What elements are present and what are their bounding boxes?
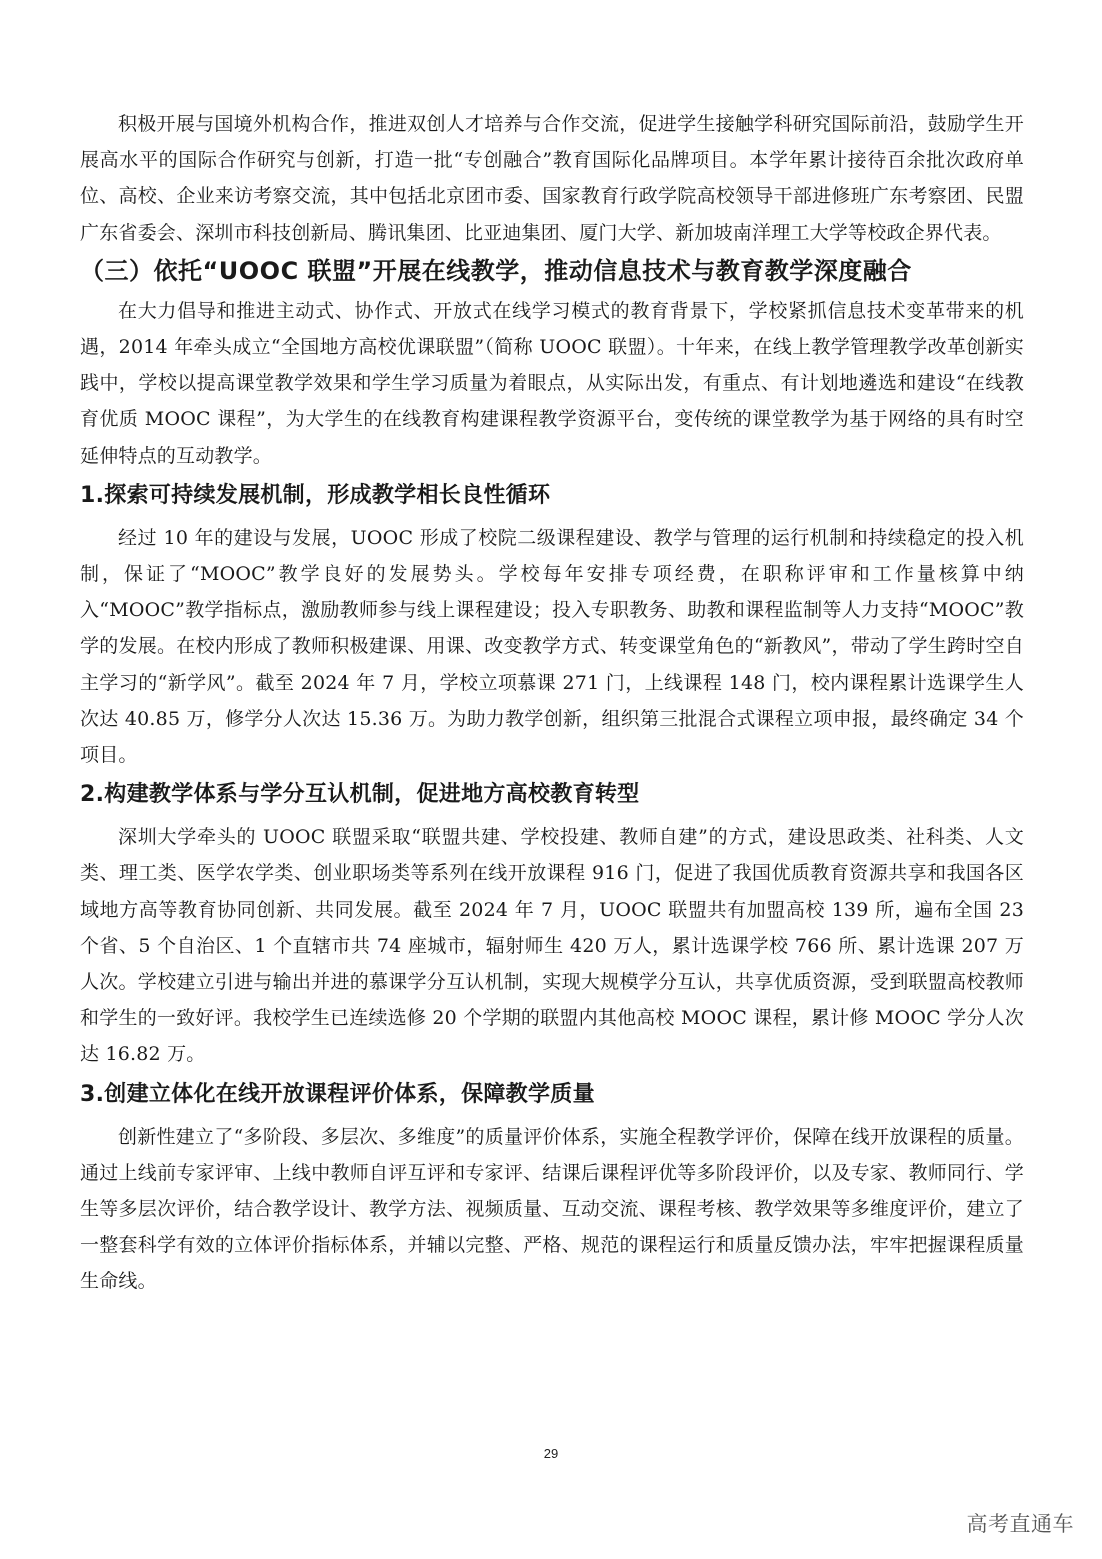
paragraph-sustainable-mechanism: 经过 10 年的建设与发展，UOOC 形成了校院二级课程建设、教学与管理的运行机制和持续稳定的投入机制，保证了“MOOC”教学良好的发展势头。学校每年安排专项经费，在职称评审和工作量核算中纳入“MOOC”教学指标点，激励教师参与线上课程建设；投入专职教务、助教和课程监制等人力支持“MOOC”教学的发展。在校内形成了教师积极建课、用课、改变教学方式、转变课堂角色的“新教风”，带动了学生跨时空自主学习的“新学风”。截至 2024 年 7 月，学校立项慕课 271 门，上线课程 148 门，校内课程累计选课学生人次达 40.85 万，修学分人次达 15.36 万。为助力教学创新，组织第三批混合式课程立项申报，最终确定 34 个项目。 bbox=[80, 526, 1024, 767]
paragraph-credit-recognition: 深圳大学牵头的 UOOC 联盟采取“联盟共建、学校投建、教师自建”的方式，建设思政类、社科类、人文类、理工类、医学农学类、创业职场类等系列在线开放课程 916 门，促进了我国优质教育资源共享和我国各区域地方高等教育协同创新、共同发展。截至 2024 年 7 月，UOOC 联盟共有加盟高校 139 所，遍布全国 23 个省、5 个自治区、1 个直辖市共 74 座城市，辐射师生 420 万人，累计选课学校 766 所、累计选课 207 万人次。学校建立引进与输出并进的慕课学分互认机制，实现大规模学分互认，共享优质资源，受到联盟高校教师和学生的一致好评。我校学生已连续选修 20 个学期的联盟内其他高校 MOOC 课程，累计修 MOOC 学分人次达 16.82 万。 bbox=[80, 826, 1024, 1066]
paragraph-uooc-background: 在大力倡导和推进主动式、协作式、开放式在线学习模式的教育背景下，学校紧抓信息技术变革带来的机遇，2014 年牵头成立“全国地方高校优课联盟”（简称 UOOC 联盟）。十年来，在线上教学管理教学改革创新实践中，学校以提高课堂教学效果和学生学习质量为着眼点，从实际出发，有重点、有计划地遴选和建设“在线教育优质 MOOC 课程”，为大学生的在线教育构建课程教学资源平台，变传统的课堂教学为基于网络的具有时空延伸特点的互动教学。 bbox=[80, 299, 1024, 467]
document-page bbox=[80, 106, 1024, 1300]
paragraph-international-cooperation: 积极开展与国境外机构合作，推进双创人才培养与合作交流，促进学生接触学科研究国际前沿，鼓励学生开展高水平的国际合作研究与创新，打造一批“专创融合”教育国际化品牌项目。本学年累计接待百余批次政府单位、高校、企业来访考察交流，其中包括北京团市委、国家教育行政学院高校领导干部进修班广东考察团、民盟广东省委会、深圳市科技创新局、腾讯集团、比亚迪集团、厦门大学、新加坡南洋理工大学等校政企界代表。 bbox=[80, 113, 1024, 244]
subheading-credit-recognition: 2.构建教学体系与学分互认机制，促进地方高校教育转型 bbox=[80, 782, 640, 808]
section-heading-uooc: （三）依托“UOOC 联盟”开展在线教学，推动信息技术与教育教学深度融合 bbox=[80, 256, 912, 285]
paragraph-evaluation-system: 创新性建立了“多阶段、多层次、多维度”的质量评价体系，实施全程教学评价，保障在线开放课程的质量。通过上线前专家评审、上线中教师自评互评和专家评、结课后课程评优等多阶段评价，以及专家、教师同行、学生等多层次评价，结合教学设计、教学方法、视频质量、互动交流、课程考核、教学效果等多维度评价，建立了一整套科学有效的立体评价指标体系，并辅以完整、严格、规范的课程运行和质量反馈办法，牢牢把握课程质量生命线。 bbox=[80, 1125, 1024, 1293]
subheading-evaluation-system: 3.创建立体化在线开放课程评价体系，保障教学质量 bbox=[80, 1081, 595, 1107]
page-number: 29 bbox=[543, 1446, 559, 1461]
subheading-sustainable-mechanism: 1.探索可持续发展机制，形成教学相长良性循环 bbox=[80, 482, 551, 508]
watermark-label: 高考直通车 bbox=[966, 1512, 1074, 1536]
